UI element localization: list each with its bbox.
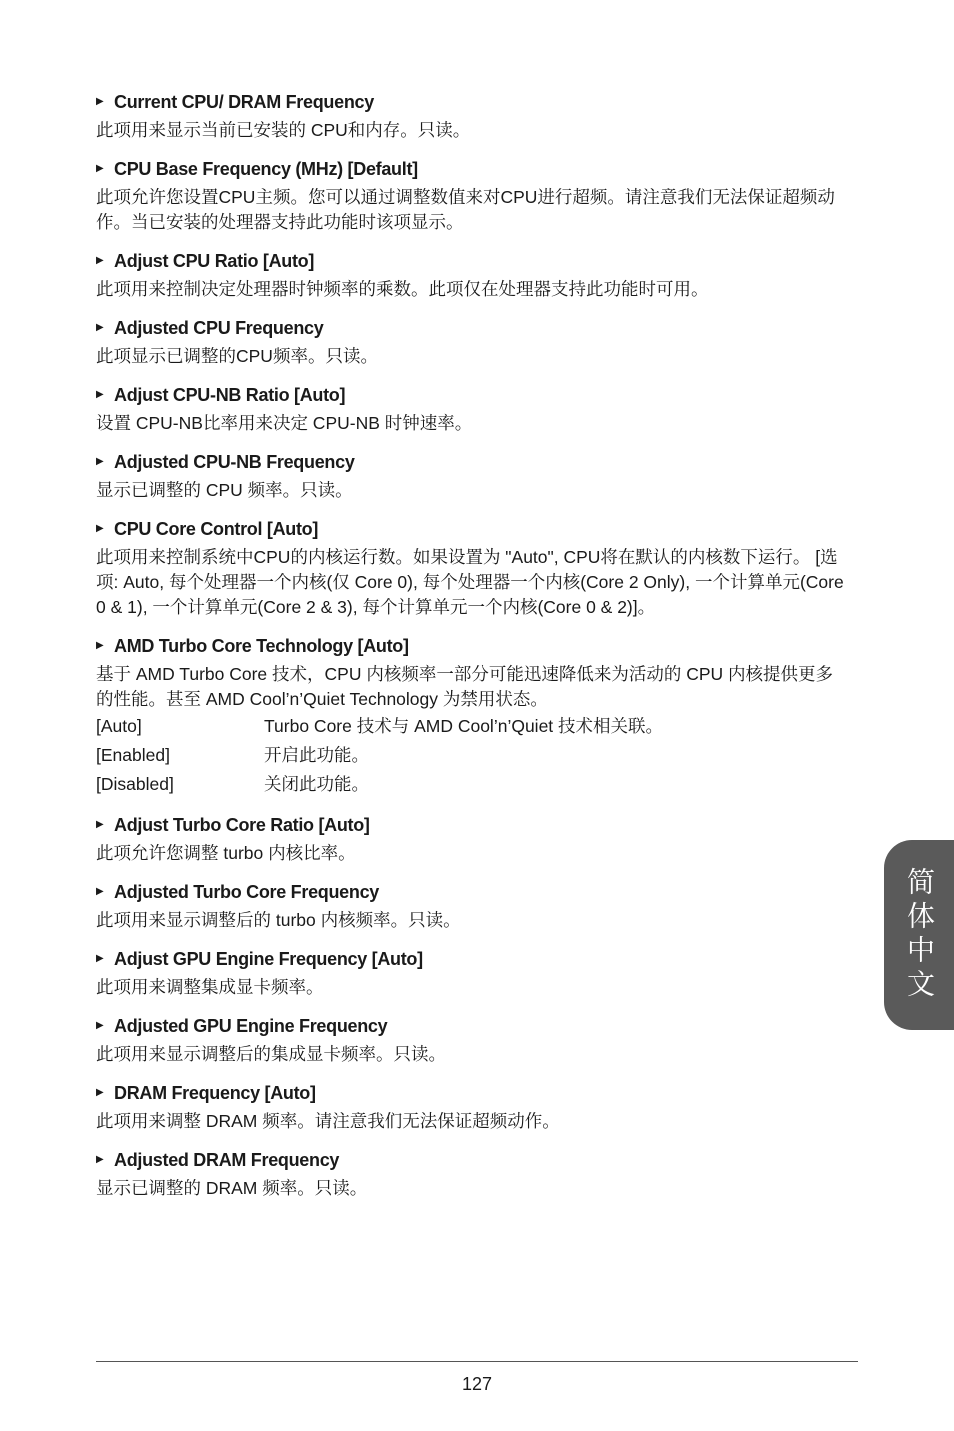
section-adjusted-cpu-frequency — [96, 316, 848, 369]
section-cpu-base-frequency — [96, 157, 848, 235]
triangle-bullet-icon: ▶ — [96, 1020, 104, 1031]
option-row-auto — [96, 712, 848, 741]
triangle-bullet-icon: ▶ — [96, 389, 104, 400]
section-cpu-core-control — [96, 517, 848, 620]
section-adjust-cpu-ratio — [96, 249, 848, 302]
triangle-bullet-icon: ▶ — [96, 456, 104, 467]
section-title: Adjusted DRAM Frequency — [114, 1150, 340, 1170]
section-description: 此项用来显示调整后的 turbo 内核频率。只读。 — [96, 910, 461, 930]
section-title: Adjusted GPU Engine Frequency — [114, 1016, 388, 1036]
section-title: AMD Turbo Core Technology [Auto] — [114, 636, 409, 656]
section-description: 此项允许您调整 turbo 内核比率。 — [96, 843, 356, 863]
section-heading — [96, 383, 848, 407]
section-title: Adjusted CPU-NB Frequency — [114, 452, 355, 472]
triangle-bullet-icon: ▶ — [96, 322, 104, 333]
triangle-bullet-icon: ▶ — [96, 523, 104, 534]
section-description: 显示已调整的 DRAM 频率。只读。 — [96, 1178, 368, 1198]
section-heading — [96, 813, 848, 837]
option-key: [Enabled] — [96, 745, 170, 765]
section-description: 此项用来控制系统中CPU的内核运行数。如果设置为 "Auto", CPU将在默认的内核数下运行。 [选项: Auto, 每个处理器一个内核(仅 Core 0), 每个处理器一个内核(Core 2 Only), 一个计算单元(Core 0 & 1), 一个计算单元(Core 2 & 3), 每个计算单元一个内核(Core 0 & 2)]。 — [96, 547, 844, 617]
section-heading — [96, 450, 848, 474]
section-heading — [96, 634, 848, 658]
section-adjusted-gpu-engine-frequency — [96, 1014, 848, 1067]
section-description: 显示已调整的 CPU 频率。只读。 — [96, 480, 353, 500]
section-title: Adjust Turbo Core Ratio [Auto] — [114, 815, 370, 835]
section-dram-frequency — [96, 1081, 848, 1134]
section-description: 此项用来显示当前已安装的 CPU和内存。只读。 — [96, 120, 471, 140]
section-heading — [96, 1014, 848, 1038]
section-title: Adjusted Turbo Core Frequency — [114, 882, 379, 902]
section-heading — [96, 157, 848, 181]
section-heading — [96, 249, 848, 273]
section-adjust-cpu-nb-ratio — [96, 383, 848, 436]
section-title: Adjust GPU Engine Frequency [Auto] — [114, 949, 423, 969]
triangle-bullet-icon: ▶ — [96, 886, 104, 897]
triangle-bullet-icon: ▶ — [96, 255, 104, 266]
triangle-bullet-icon: ▶ — [96, 953, 104, 964]
section-adjust-gpu-engine-frequency — [96, 947, 848, 1000]
section-adjusted-dram-frequency — [96, 1148, 848, 1201]
section-heading — [96, 517, 848, 541]
section-description: 此项允许您设置CPU主频。您可以通过调整数值来对CPU进行超频。请注意我们无法保证超频动作。当已安装的处理器支持此功能时该项显示。 — [96, 187, 835, 232]
section-description: 设置 CPU-NB比率用来决定 CPU-NB 时钟速率。 — [96, 413, 473, 433]
section-title: Adjust CPU-NB Ratio [Auto] — [114, 385, 346, 405]
option-key: [Disabled] — [96, 774, 174, 794]
option-value: 关闭此功能。 — [264, 774, 369, 794]
section-title: DRAM Frequency [Auto] — [114, 1083, 316, 1103]
section-title: CPU Base Frequency (MHz) [Default] — [114, 159, 418, 179]
footer-divider — [96, 1361, 858, 1362]
section-amd-turbo-core-technology — [96, 634, 848, 799]
section-description: 基于 AMD Turbo Core 技术，CPU 内核频率一部分可能迅速降低来为活动的 CPU 内核提供更多的性能。甚至 AMD Cool’n’Quiet Technology 为禁用状态。 — [96, 664, 833, 709]
section-heading — [96, 316, 848, 340]
section-title: Adjust CPU Ratio [Auto] — [114, 251, 315, 271]
section-current-cpu-dram-frequency — [96, 90, 848, 143]
section-heading — [96, 947, 848, 971]
section-description: 此项用来显示调整后的集成显卡频率。只读。 — [96, 1044, 446, 1064]
triangle-bullet-icon: ▶ — [96, 163, 104, 174]
section-title: CPU Core Control [Auto] — [114, 519, 319, 539]
section-description: 此项用来控制决定处理器时钟频率的乘数。此项仅在处理器支持此功能时可用。 — [96, 279, 709, 299]
page-number: 127 — [461, 1374, 493, 1394]
option-row-disabled — [96, 770, 848, 799]
triangle-bullet-icon: ▶ — [96, 640, 104, 651]
section-description: 此项用来调整集成显卡频率。 — [96, 977, 324, 997]
section-heading — [96, 90, 848, 114]
triangle-bullet-icon: ▶ — [96, 96, 104, 107]
section-adjusted-cpu-nb-frequency — [96, 450, 848, 503]
section-title: Current CPU/ DRAM Frequency — [114, 92, 374, 112]
section-adjust-turbo-core-ratio — [96, 813, 848, 866]
triangle-bullet-icon: ▶ — [96, 1154, 104, 1165]
section-description: 此项显示已调整的CPU频率。只读。 — [96, 346, 378, 366]
option-key: [Auto] — [96, 716, 142, 736]
section-adjusted-turbo-core-frequency — [96, 880, 848, 933]
triangle-bullet-icon: ▶ — [96, 819, 104, 830]
section-heading — [96, 1081, 848, 1105]
option-row-enabled — [96, 741, 848, 770]
section-heading — [96, 880, 848, 904]
section-title: Adjusted CPU Frequency — [114, 318, 324, 338]
document-content — [96, 90, 848, 1215]
language-side-tab — [884, 840, 954, 1030]
section-heading — [96, 1148, 848, 1172]
triangle-bullet-icon: ▶ — [96, 1087, 104, 1098]
section-description: 此项用来调整 DRAM 频率。请注意我们无法保证超频动作。 — [96, 1111, 560, 1131]
option-value: 开启此功能。 — [264, 745, 369, 765]
language-tab-label: 简体中文 — [904, 867, 935, 1003]
option-value: Turbo Core 技术与 AMD Cool’n’Quiet 技术相关联。 — [264, 716, 664, 736]
